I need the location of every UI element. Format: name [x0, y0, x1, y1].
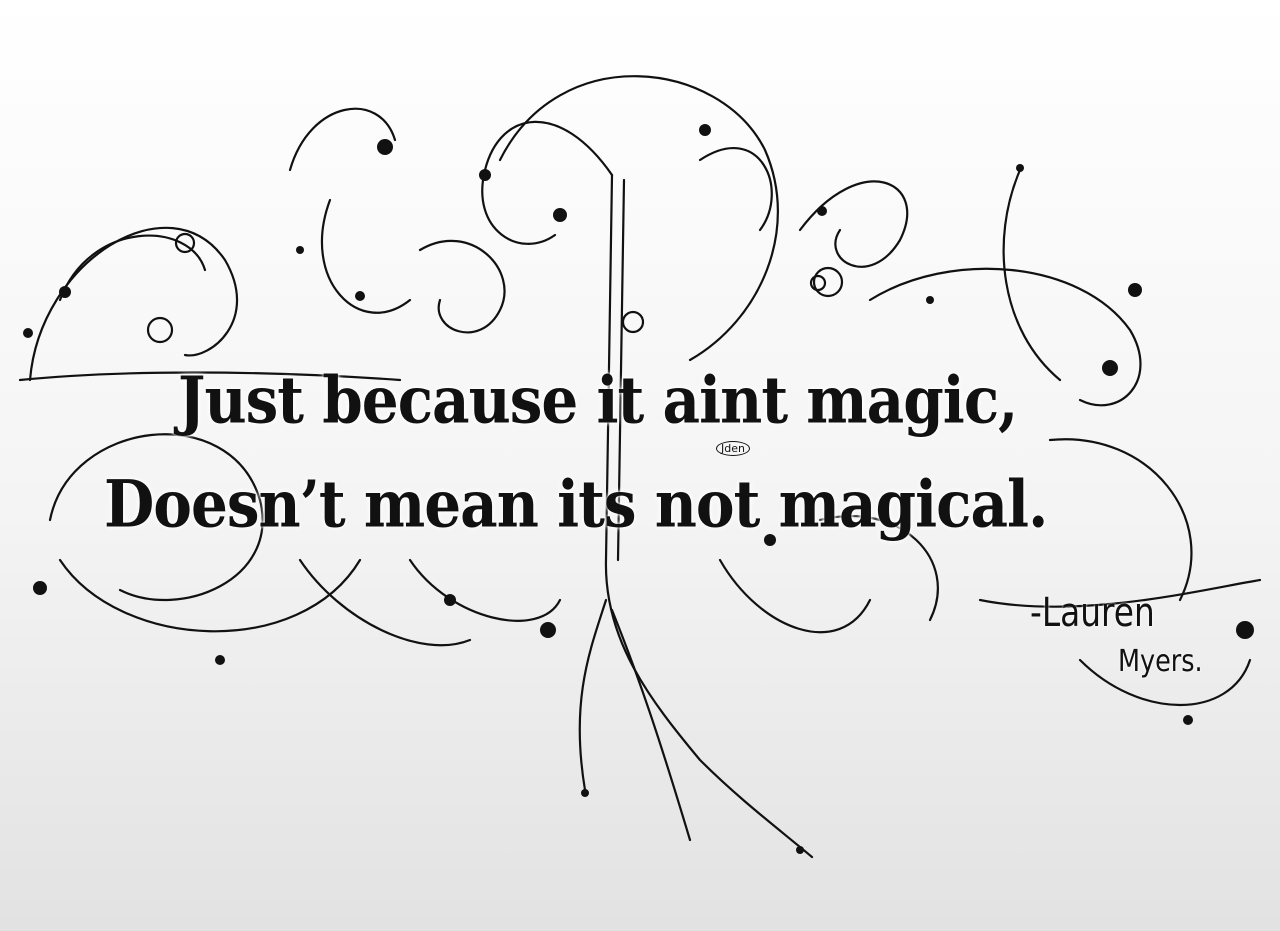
flourish-dot [377, 139, 393, 155]
quote-line-2: Doesn’t mean its not magical. [104, 466, 1048, 543]
left-loop-outer [30, 228, 237, 380]
spiral-ring [148, 318, 172, 342]
flourish-dot [1236, 621, 1254, 639]
mid-swirl-a [420, 241, 505, 333]
mid-swirl-d [720, 560, 870, 632]
flourish-dot [444, 594, 456, 606]
flourish-dot [1183, 715, 1193, 725]
right-loop [800, 181, 907, 266]
flourish-dot [479, 169, 491, 181]
flourish-dot [540, 622, 556, 638]
top-loop [482, 122, 612, 244]
stem-root-left [580, 600, 606, 790]
left-hook [322, 200, 410, 313]
flourish-dot [699, 124, 711, 136]
flourish-dot [1128, 283, 1142, 297]
flourish-dot [553, 208, 567, 222]
right-lower-loop [1050, 439, 1191, 600]
flourish-dot [33, 581, 47, 595]
flourish-dot [1102, 360, 1118, 376]
right-vine [1004, 170, 1060, 380]
left-curl [290, 109, 395, 170]
spiral-ring [814, 268, 842, 296]
mid-swirl-b [700, 148, 772, 230]
spiral-ring [623, 312, 643, 332]
flourish-dot [296, 246, 304, 254]
flourish-dot [23, 328, 33, 338]
flourish-dot [926, 296, 934, 304]
flourish-dot [796, 846, 804, 854]
flourish-dot [1016, 164, 1024, 172]
mid-swirl-e [300, 560, 470, 645]
spiral-ring [176, 234, 194, 252]
author-first-name: -Lauren [1030, 590, 1155, 636]
flourish-dot [355, 291, 365, 301]
author-last-name: Myers. [1118, 644, 1203, 679]
mid-swirl-c [410, 560, 560, 621]
left-bottom-arc [60, 560, 360, 631]
flourish-dot [215, 655, 225, 665]
top-arc [500, 76, 778, 360]
flourish-dot [581, 789, 589, 797]
quote-line-1: Just because it aint magic, [178, 362, 1018, 439]
artist-signature: Jden [716, 441, 750, 456]
flourish-dot [817, 206, 827, 216]
flourish-dot [59, 286, 71, 298]
